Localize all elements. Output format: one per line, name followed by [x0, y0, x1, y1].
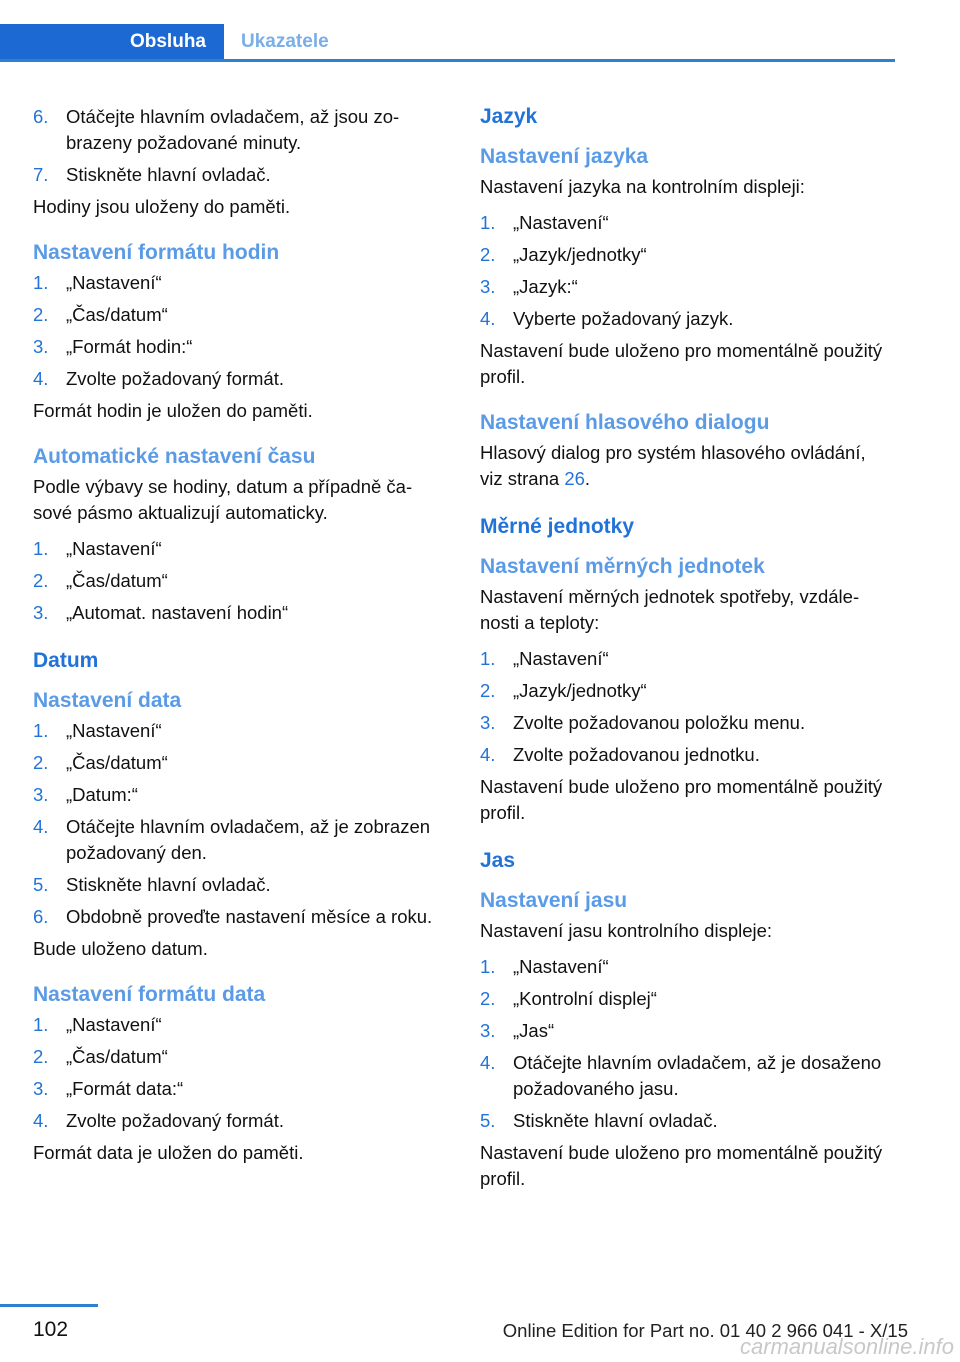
list-item: 5. Stiskněte hlavní ovladač. — [480, 1110, 718, 1131]
list-item: 7. Stiskněte hlavní ovladač. — [33, 164, 271, 185]
list-item: 2. „Čas/datum“ — [33, 1046, 168, 1067]
date-format-note: Formát data je uložen do paměti. — [33, 1142, 304, 1163]
list-item: 1. „Nastavení“ — [480, 212, 609, 233]
list-item: 3. „Formát hodin:“ — [33, 336, 193, 357]
time-format-heading: Nastavení formátu hodin — [33, 241, 280, 264]
date-set-steps — [33, 718, 443, 930]
units-set-heading: Nastavení měrných jednotek — [480, 555, 765, 578]
section-tabbar — [0, 24, 895, 62]
tab-ukazatele[interactable]: Ukazatele — [241, 30, 329, 52]
language-heading: Jazyk — [480, 105, 538, 128]
brightness-heading: Jas — [480, 849, 516, 872]
list-item: 1. „Nastavení“ — [33, 720, 162, 741]
voice-dialog-sentence: Hlasový dialog pro systém hlasového ovládání, viz strana — [480, 442, 866, 489]
footer-rule — [0, 1304, 98, 1307]
list-item: 3. „Jazyk:“ — [480, 276, 578, 297]
date-set-note: Bude uloženo datum. — [33, 938, 208, 959]
list-item: 4. Otáčejte hlavním ovladačem, až je dosaženo požadovaného jasu. — [480, 1052, 882, 1099]
brightness-set-heading: Nastavení jasu — [480, 889, 628, 912]
list-item: 6. Otáčejte hlavním ovladačem, až jsou zobrazeny požadované minuty. — [33, 106, 400, 153]
tab-obsluha[interactable]: Obsluha — [0, 24, 224, 59]
date-format-steps — [33, 1012, 443, 1134]
clock-saved-note: Hodiny jsou uloženy do paměti. — [33, 196, 291, 217]
voice-dialog-heading: Nastavení hlasového dialogu — [480, 411, 770, 434]
units-set-text: Nastavení měrných jednotek spotřeby, vzdálenosti a teploty: — [480, 586, 860, 633]
auto-time-heading: Automatické nastavení času — [33, 445, 316, 468]
time-format-steps — [33, 270, 443, 392]
units-note: Nastavení bude uloženo pro momentálně použitý profil. — [480, 776, 883, 823]
list-item: 2. „Čas/datum“ — [33, 570, 168, 591]
list-item: 5. Stiskněte hlavní ovladač. — [33, 874, 271, 895]
date-set-heading: Nastavení data — [33, 689, 182, 712]
units-steps — [480, 646, 890, 768]
list-item: 1. „Nastavení“ — [33, 272, 162, 293]
list-item: 4. Zvolte požadovaný formát. — [33, 1110, 284, 1131]
list-item: 6. Obdobně proveďte nastavení měsíce a roku. — [33, 906, 433, 927]
list-item: 1. „Nastavení“ — [480, 648, 609, 669]
list-item: 1. „Nastavení“ — [33, 538, 162, 559]
list-item: 2. „Jazyk/jednotky“ — [480, 680, 647, 701]
voice-dialog-period: . — [584, 468, 591, 489]
list-item: 2. „Čas/datum“ — [33, 752, 168, 773]
auto-time-steps — [33, 536, 443, 626]
language-set-heading: Nastavení jazyka — [480, 145, 649, 168]
list-item: 3. „Formát data:“ — [33, 1078, 184, 1099]
edition-line: Online Edition for Part no. 01 40 2 966 041 - X/15 — [502, 1320, 908, 1341]
language-steps — [480, 210, 890, 332]
list-item: 4. Otáčejte hlavním ovladačem, až je zobrazen požadovaný den. — [33, 816, 431, 863]
units-heading: Měrné jednotky — [480, 515, 635, 538]
left-column — [33, 104, 443, 1166]
list-item: 2. „Jazyk/jednotky“ — [480, 244, 647, 265]
time-format-note: Formát hodin je uložen do paměti. — [33, 400, 313, 421]
voice-dialog-text — [480, 440, 890, 492]
clock-steps-continued — [33, 104, 443, 188]
list-item: 3. „Automat. nastavení hodin“ — [33, 602, 289, 623]
list-item: 4. Zvolte požadovaný formát. — [33, 368, 284, 389]
list-item: 2. „Čas/datum“ — [33, 304, 168, 325]
list-item: 1. „Nastavení“ — [33, 1014, 162, 1035]
list-item: 3. „Datum:“ — [33, 784, 138, 805]
list-item: 3. „Jas“ — [480, 1020, 555, 1041]
language-note: Nastavení bude uloženo pro momentálně použitý profil. — [480, 340, 883, 387]
date-format-heading: Nastavení formátu data — [33, 983, 266, 1006]
right-column — [480, 104, 890, 1192]
brightness-set-text: Nastavení jasu kontrolního displeje: — [480, 920, 773, 941]
page-link[interactable]: 26 — [564, 468, 585, 489]
auto-time-text: Podle výbavy se hodiny, datum a případně časové pásmo aktualizují automaticky. — [33, 476, 413, 523]
brightness-note: Nastavení bude uloženo pro momentálně použitý profil. — [480, 1142, 883, 1189]
list-item: 4. Vyberte požadovaný jazyk. — [480, 308, 734, 329]
language-set-text: Nastavení jazyka na kontrolním displeji: — [480, 176, 805, 197]
date-heading: Datum — [33, 649, 99, 672]
list-item: 2. „Kontrolní displej“ — [480, 988, 657, 1009]
list-item: 1. „Nastavení“ — [480, 956, 609, 977]
brightness-steps — [480, 954, 890, 1134]
list-item: 4. Zvolte požadovanou jednotku. — [480, 744, 760, 765]
list-item: 3. Zvolte požadovanou položku menu. — [480, 712, 806, 733]
page-number: 102 — [33, 1318, 69, 1341]
watermark: carmanualsonline.info — [739, 1334, 954, 1359]
